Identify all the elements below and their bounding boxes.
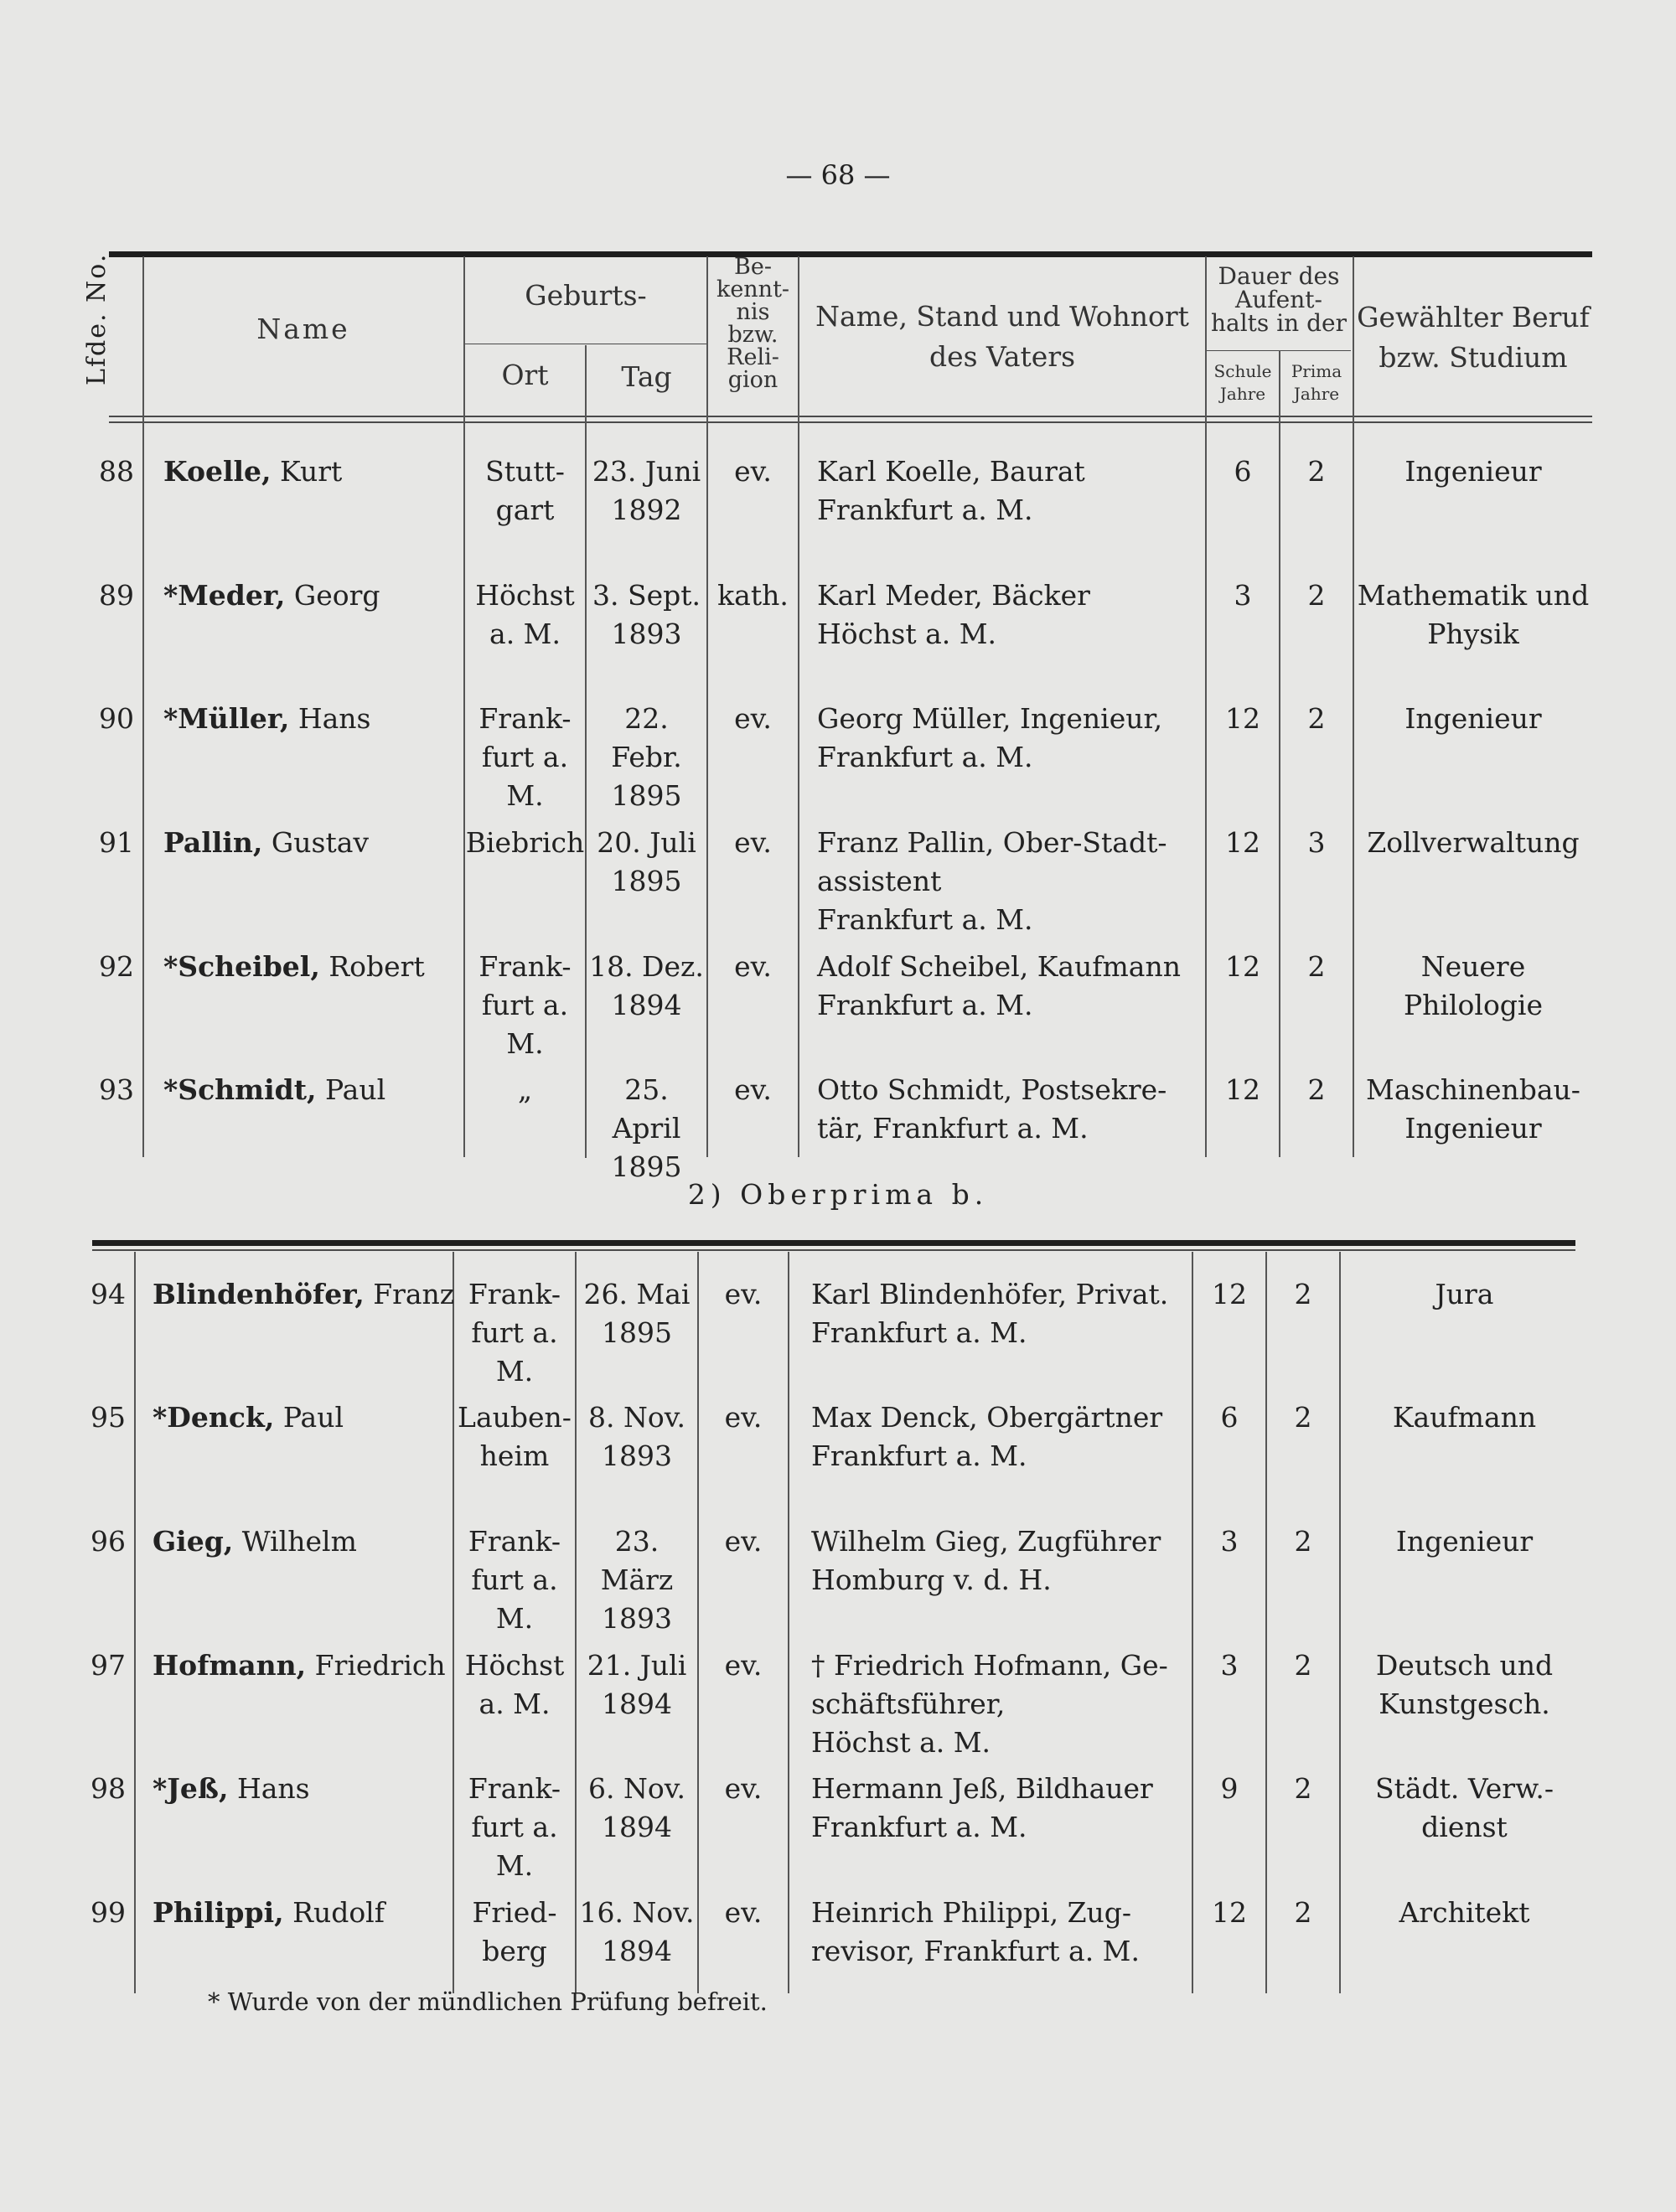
- header-geburts: Geburts-: [525, 279, 647, 312]
- header-bekenntnis: Be- kennt- nis bzw. Reli- gion: [716, 254, 790, 393]
- section-heading-oberprima-b: 2) Oberprima b.: [687, 1178, 989, 1211]
- birth-date: 8. Nov. 1893: [588, 1401, 685, 1472]
- table-row: [0, 576, 1676, 702]
- firstname: Georg: [293, 579, 380, 612]
- student-name: [163, 576, 380, 615]
- header-bottom-rule-2: [109, 421, 1592, 423]
- school-years: 12: [1225, 1073, 1260, 1106]
- religion: ev.: [724, 1649, 763, 1682]
- firstname: Robert: [328, 950, 425, 983]
- birth-place: Frank- furt a. M.: [468, 1772, 561, 1882]
- father-info: Max Denck, Obergärtner Frankfurt a. M.: [811, 1401, 1163, 1472]
- header-beruf: Gewählter Beruf bzw. Studium: [1357, 301, 1590, 374]
- chosen-career: Jura: [1435, 1278, 1494, 1310]
- birth-date: 21. Juli 1894: [587, 1649, 687, 1720]
- chosen-career: Kaufmann: [1392, 1401, 1537, 1434]
- religion: ev.: [724, 1401, 763, 1434]
- page-number: — 68 —: [785, 159, 891, 191]
- table-row: [0, 1275, 1676, 1401]
- chosen-career: Maschinenbau- Ingenieur: [1366, 1073, 1580, 1145]
- prima-years: 2: [1294, 1525, 1312, 1558]
- table-b-top-rule: [92, 1240, 1575, 1246]
- header-lfde-no: Lfde. No.: [82, 252, 111, 385]
- surname: Hofmann,: [153, 1649, 307, 1682]
- religion: ev.: [724, 1525, 763, 1558]
- student-name: [153, 1398, 344, 1437]
- firstname: Wilhelm: [241, 1525, 357, 1558]
- chosen-career: Mathematik und Physik: [1357, 579, 1590, 650]
- header-schule: Schule Jahre: [1213, 361, 1272, 404]
- birth-place: Frank- furt a. M.: [478, 950, 572, 1060]
- religion: ev.: [724, 1278, 763, 1310]
- school-years: 6: [1234, 455, 1252, 488]
- school-years: 12: [1225, 950, 1260, 983]
- birth-date: 18. Dez. 1894: [589, 950, 704, 1021]
- surname: *Scheibel,: [163, 950, 320, 983]
- birth-date: 16. Nov. 1894: [579, 1896, 695, 1967]
- firstname: Paul: [282, 1401, 344, 1434]
- surname: Philippi,: [153, 1896, 284, 1929]
- birth-date: 6. Nov. 1894: [588, 1772, 685, 1843]
- father-info: Heinrich Philippi, Zug- revisor, Frankfurt a. M.: [811, 1896, 1140, 1967]
- birth-date: 25. April 1895: [611, 1073, 682, 1183]
- prima-years: 2: [1294, 1772, 1312, 1805]
- student-name: [153, 1275, 454, 1314]
- surname: *Schmidt,: [163, 1073, 317, 1106]
- birth-place: Biebrich: [465, 826, 585, 859]
- school-years: 3: [1220, 1649, 1239, 1682]
- prima-years: 2: [1307, 1073, 1326, 1106]
- religion: ev.: [734, 702, 772, 735]
- school-years: 12: [1225, 702, 1260, 735]
- student-name: [153, 1770, 310, 1808]
- firstname: Rudolf: [292, 1896, 385, 1929]
- table-row: [0, 1770, 1676, 1895]
- religion: ev.: [724, 1896, 763, 1929]
- chosen-career: Städt. Verw.- dienst: [1375, 1772, 1554, 1843]
- student-name: [163, 452, 342, 491]
- father-info: Franz Pallin, Ober-Stadt- assistent Frankfurt a. M.: [817, 826, 1167, 936]
- table-row: [0, 1646, 1676, 1772]
- birth-place: Frank- furt a. M.: [468, 1278, 561, 1388]
- religion: ev.: [734, 826, 772, 859]
- prima-years: 2: [1307, 579, 1326, 612]
- prima-years: 2: [1307, 455, 1326, 488]
- surname: Pallin,: [163, 826, 263, 859]
- father-info: † Friedrich Hofmann, Ge- schäftsführer, Höchst a. M.: [811, 1649, 1168, 1759]
- table-row: [0, 1522, 1676, 1648]
- father-info: Karl Meder, Bäcker Höchst a. M.: [817, 579, 1090, 650]
- student-name: [163, 1071, 385, 1109]
- father-info: Hermann Jeß, Bildhauer Frankfurt a. M.: [811, 1772, 1153, 1843]
- school-years: 12: [1212, 1278, 1247, 1310]
- religion: kath.: [717, 579, 789, 612]
- birth-place: Lauben- heim: [458, 1401, 572, 1472]
- header-prima: Prima Jahre: [1291, 361, 1342, 404]
- surname: Gieg,: [153, 1525, 234, 1558]
- chosen-career: Deutsch und Kunstgesch.: [1375, 1649, 1554, 1720]
- birth-date: 3. Sept. 1893: [592, 579, 701, 650]
- student-name: [153, 1646, 446, 1685]
- school-years: 3: [1234, 579, 1252, 612]
- firstname: Kurt: [280, 455, 343, 488]
- table-row: [0, 700, 1676, 825]
- religion: ev.: [734, 950, 772, 983]
- firstname: Gustav: [271, 826, 370, 859]
- firstname: Paul: [324, 1073, 386, 1106]
- prima-years: 2: [1294, 1401, 1312, 1434]
- birth-place: Frank- furt a. M.: [478, 702, 572, 812]
- religion: ev.: [734, 1073, 772, 1106]
- row-number: 94: [91, 1278, 126, 1310]
- header-bottom-rule: [109, 416, 1592, 417]
- father-info: Otto Schmidt, Postsekre- tär, Frankfurt a. M.: [817, 1073, 1167, 1145]
- surname: *Denck,: [153, 1401, 275, 1434]
- row-number: 89: [99, 579, 134, 612]
- school-years: 6: [1220, 1401, 1239, 1434]
- row-number: 95: [91, 1401, 126, 1434]
- row-number: 88: [99, 455, 134, 488]
- father-info: Wilhelm Gieg, Zugführer Homburg v. d. H.: [811, 1525, 1161, 1596]
- prima-years: 3: [1307, 826, 1326, 859]
- surname: *Meder,: [163, 579, 286, 612]
- school-years: 12: [1212, 1896, 1247, 1929]
- student-name: [163, 700, 370, 738]
- header-tag: Tag: [621, 360, 672, 393]
- prima-years: 2: [1294, 1896, 1312, 1929]
- row-number: 92: [99, 950, 134, 983]
- prima-years: 2: [1307, 950, 1326, 983]
- father-info: Georg Müller, Ingenieur, Frankfurt a. M.: [817, 702, 1163, 773]
- row-number: 97: [91, 1649, 126, 1682]
- birth-place: Frank- furt a. M.: [468, 1525, 561, 1635]
- birth-place: „: [517, 1073, 533, 1106]
- chosen-career: Ingenieur: [1395, 1525, 1534, 1558]
- religion: ev.: [734, 455, 772, 488]
- table-top-rule: [109, 251, 1592, 257]
- prima-years: 2: [1294, 1278, 1312, 1310]
- religion: ev.: [724, 1772, 763, 1805]
- student-name: [163, 824, 369, 862]
- chosen-career: Zollverwaltung: [1367, 826, 1580, 859]
- table-row: [0, 452, 1676, 578]
- birth-date: 26. Mai 1895: [583, 1278, 691, 1349]
- table-row: [0, 824, 1676, 949]
- row-number: 96: [91, 1525, 126, 1558]
- row-number: 98: [91, 1772, 126, 1805]
- chosen-career: Architekt: [1399, 1896, 1530, 1929]
- surname: Koelle,: [163, 455, 272, 488]
- father-info: Karl Koelle, Baurat Frankfurt a. M.: [817, 455, 1085, 526]
- school-years: 9: [1220, 1772, 1239, 1805]
- firstname: Hans: [297, 702, 371, 735]
- row-number: 93: [99, 1073, 134, 1106]
- row-number: 90: [99, 702, 134, 735]
- school-years: 12: [1225, 826, 1260, 859]
- table-row: [0, 1398, 1676, 1524]
- father-info: Adolf Scheibel, Kaufmann Frankfurt a. M.: [817, 950, 1181, 1021]
- birth-date: 23. März 1893: [600, 1525, 674, 1635]
- firstname: Franz: [373, 1278, 455, 1310]
- chosen-career: Neuere Philologie: [1403, 950, 1544, 1021]
- birth-date: 20. Juli 1895: [597, 826, 696, 897]
- row-number: 91: [99, 826, 134, 859]
- student-name: [153, 1894, 385, 1932]
- school-years: 3: [1220, 1525, 1239, 1558]
- firstname: Friedrich: [314, 1649, 446, 1682]
- prima-years: 2: [1307, 702, 1326, 735]
- birth-date: 23. Juni 1892: [592, 455, 701, 526]
- header-vater: Name, Stand und Wohnort des Vaters: [815, 300, 1189, 373]
- footnote: * Wurde von der mündlichen Prüfung befreit.: [208, 1987, 768, 2016]
- firstname: Hans: [236, 1772, 310, 1805]
- row-number: 99: [91, 1896, 126, 1929]
- birth-place: Höchst a. M.: [464, 1649, 565, 1720]
- chosen-career: Ingenieur: [1404, 702, 1542, 735]
- header-dauer: Dauer des Aufent- halts in der: [1211, 262, 1347, 337]
- header-ort: Ort: [501, 359, 549, 391]
- birth-place: Stutt- gart: [485, 455, 565, 526]
- surname: *Jeß,: [153, 1772, 229, 1805]
- table-b-top-rule-2: [92, 1249, 1575, 1251]
- surname: Blindenhöfer,: [153, 1278, 365, 1310]
- chosen-career: Ingenieur: [1404, 455, 1542, 488]
- birth-place: Fried- berg: [472, 1896, 557, 1967]
- student-name: [163, 948, 425, 986]
- table-row: [0, 948, 1676, 1073]
- student-name: [153, 1522, 357, 1561]
- prima-years: 2: [1294, 1649, 1312, 1682]
- father-info: Karl Blindenhöfer, Privat. Frankfurt a. M.: [811, 1278, 1169, 1349]
- header-name: Name: [256, 313, 350, 345]
- surname: *Müller,: [163, 702, 290, 735]
- birth-date: 22. Febr. 1895: [611, 702, 682, 812]
- birth-place: Höchst a. M.: [475, 579, 575, 650]
